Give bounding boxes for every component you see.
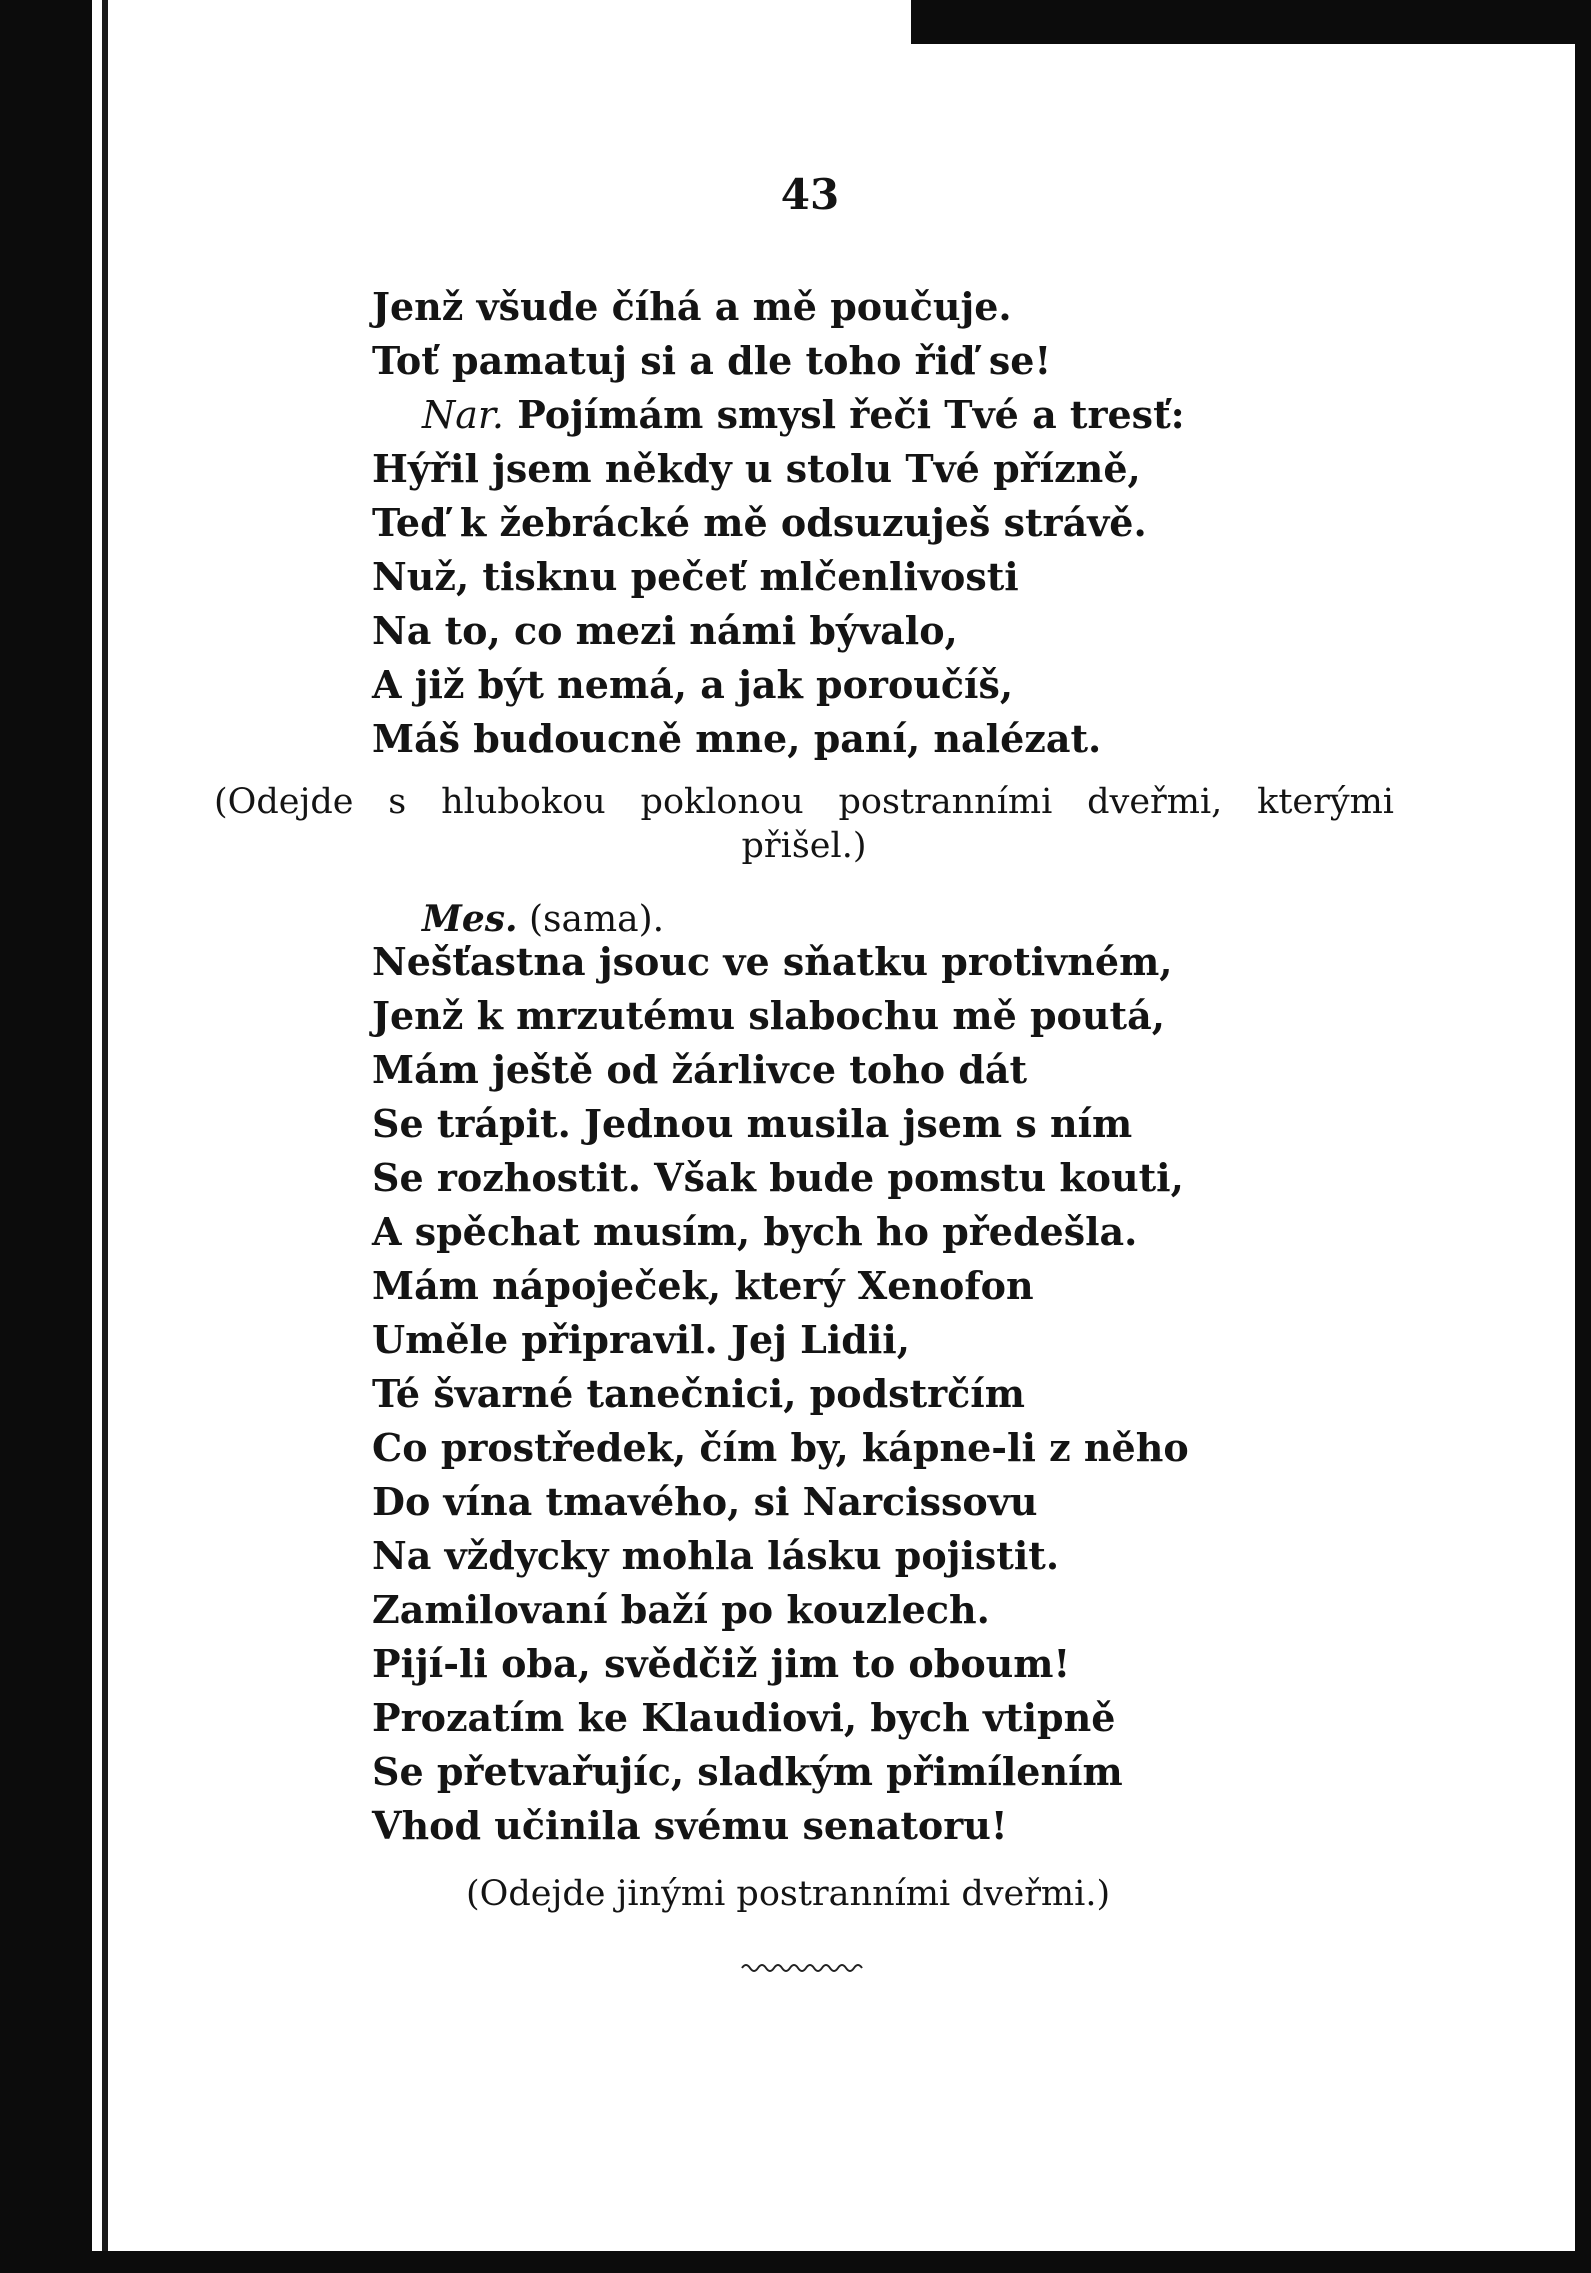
verse-line: A spěchat musím, bych ho předešla.	[372, 1209, 1138, 1254]
verse-line: A již být nemá, a jak poroučíš,	[372, 662, 1014, 707]
verse-line: Se přetvařujíc, sladkým přimílením	[372, 1749, 1123, 1794]
verse-line: Uměle připravil. Jej Lidii,	[372, 1317, 910, 1362]
stage-direction-line: přišel.)	[741, 826, 867, 866]
verse-block-top	[372, 280, 1185, 766]
speaker-name: Nar.	[422, 393, 504, 437]
verse-line: Nešťastna jsouc ve sňatku protivném,	[372, 939, 1173, 984]
ornament-wave-icon	[740, 1960, 864, 1974]
verse-line: Vhod učinila svému senatoru!	[372, 1803, 1008, 1848]
speaker-note: (sama).	[517, 899, 665, 940]
verse-line: Se trápit. Jednou musila jsem s ním	[372, 1101, 1133, 1146]
verse-line: Jenž všude číhá a mě poučuje.	[372, 284, 1012, 329]
stage-direction	[214, 780, 1394, 868]
verse-line: Pijí-li oba, svědčiž jim to oboum!	[372, 1641, 1071, 1686]
verse-line: Do vína tmavého, si Narcissovu	[372, 1479, 1038, 1524]
speaker-line-narcissus	[372, 388, 1185, 442]
verse-line: Máš budoucně mne, paní, nalézat.	[372, 716, 1102, 761]
stage-direction-exit: (Odejde jinými postranními dveřmi.)	[466, 1874, 1111, 1914]
verse-line: Teď k žebrácké mě odsuzuješ strávě.	[372, 500, 1147, 545]
page-number: 43	[780, 170, 840, 219]
verse-line: Nuž, tisknu pečeť mlčenlivosti	[372, 554, 1019, 599]
verse-line-rest: Pojímám smysl řeči Tvé a tresť:	[503, 392, 1185, 437]
verse-line: Na to, co mezi námi bývalo,	[372, 608, 958, 653]
verse-line: Mám ještě od žárlivce toho dát	[372, 1047, 1028, 1092]
verse-block-messalina	[372, 935, 1189, 1853]
verse-line: Mám nápoječek, který Xenofon	[372, 1263, 1034, 1308]
verse-line: Prozatím ke Klaudiovi, bych vtipně	[372, 1695, 1116, 1740]
verse-line: Co prostředek, čím by, kápne-li z něho	[372, 1425, 1189, 1470]
verse-line: Té švarné tanečnici, podstrčím	[372, 1371, 1025, 1416]
verse-line: Se rozhostit. Však bude pomstu kouti,	[372, 1155, 1184, 1200]
stage-direction-line: (Odejde s hlubokou poklonou postranními dveřmi, kterými	[214, 782, 1394, 822]
verse-line: Hýřil jsem někdy u stolu Tvé přízně,	[372, 446, 1141, 491]
verse-line: Jenž k mrzutému slabochu mě poutá,	[372, 993, 1165, 1038]
verse-line: Zamilovaní baží po kouzlech.	[372, 1587, 990, 1632]
verse-line: Toť pamatuj si a dle toho řiď se!	[372, 338, 1052, 383]
verse-line: Na vždycky mohla lásku pojistit.	[372, 1533, 1060, 1578]
speaker-name: Mes.	[422, 898, 518, 940]
